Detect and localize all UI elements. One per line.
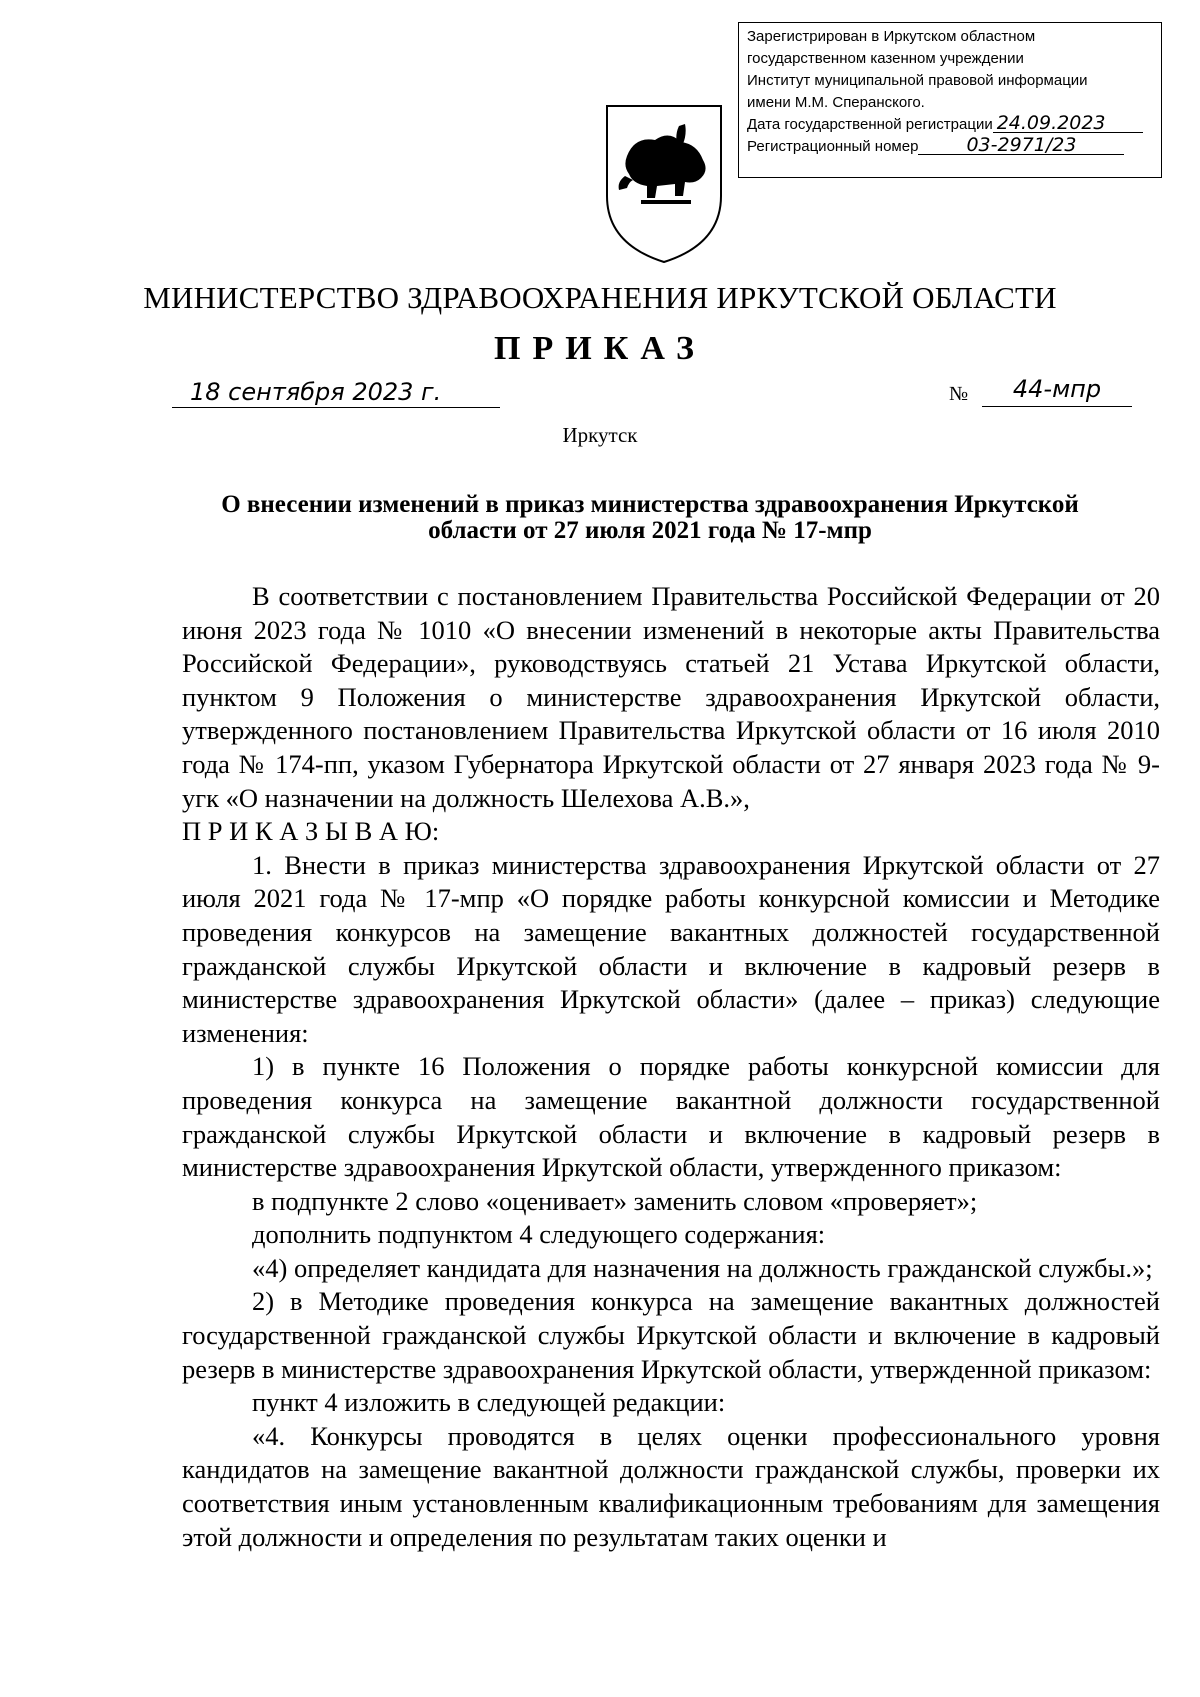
paragraph: 1. Внести в приказ министерства здравоохранения Иркутской области от 27 июля 2021 года № 17-мпр «О порядке работы конкурсной комиссии и Методике проведения конкурсов на замещение вакантных должностей государственной гражданской службы Иркутской области и включение в кадровый резерв в министерстве здравоохранения Иркутской области» (далее – приказ) следующие изменения:: [182, 849, 1160, 1048]
paragraph: в подпункте 2 слово «оценивает» заменить словом «проверяет»;: [252, 1185, 978, 1216]
stamp-line: Зарегистрирован в Иркутском областном: [747, 28, 1036, 45]
order-keyword: П Р И К А З Ы В А Ю:: [182, 816, 440, 847]
stamp-number-label: Регистрационный номер: [747, 138, 919, 155]
stamp-date-label: Дата государственной регистрации: [747, 116, 993, 133]
stamp-line: Институт муниципальной правовой информации: [747, 72, 1088, 89]
stamp-line: государственном казенном учреждении: [747, 50, 1024, 67]
registration-stamp: [738, 22, 1162, 178]
stamp-number-row: [747, 136, 1155, 158]
paragraph: 2) в Методике проведения конкурса на замещение вакантных должностей государственной гражданской службы Иркутской области и включение в кадровый резерв в министерстве здравоохранения Иркутской области, утвержденной приказом:: [182, 1286, 1160, 1384]
paragraph: дополнить подпунктом 4 следующего содержания:: [252, 1219, 826, 1250]
paragraph: 1) в пункте 16 Положения о порядке работы конкурсной комиссии для проведения конкурса на замещение вакантной должности государственной гражданской службы Иркутской области и включение в кадровый резерв в министерстве здравоохранения Иркутской области, утвержденного приказом:: [182, 1051, 1160, 1183]
order-number-label: №: [949, 383, 969, 405]
coat-of-arms-emblem: [605, 104, 723, 264]
stamp-number-value: 03-2971/23: [918, 136, 1124, 155]
document-title: О внесении изменений в приказ министерства здравоохранения Иркутской области от 27 июля 2021 года № 17-мпр: [221, 491, 1079, 544]
paragraph: В соответствии с постановлением Правительства Российской Федерации от 20 июня 2023 года № 1010 «О внесении изменений в некоторые акты Правительства Российской Федерации», руководствуясь статьей 21 Устава Иркутской области, пунктом 9 Положения о министерстве здравоохранения Иркутской области, утвержденного постановлением Правительства Иркутской области от 16 июля 2010 года № 174-пп, указом Губернатора Иркутской области от 27 января 2023 года № 9-угк «О назначении на должность Шелехова А.В.»,: [182, 581, 1160, 813]
paragraph: пункт 4 изложить в следующей редакции:: [252, 1387, 726, 1418]
ministry-name: МИНИСТЕРСТВО ЗДРАВООХРАНЕНИЯ ИРКУТСКОЙ ОБЛАСТИ: [143, 280, 1057, 315]
paragraph: «4) определяет кандидата для назначения на должность гражданской службы.»;: [252, 1252, 1153, 1283]
document-body: [182, 580, 1160, 1554]
order-date: 18 сентября 2023 г.: [172, 378, 500, 408]
order-number: 44-мпр: [982, 374, 1132, 407]
paragraph: «4. Конкурсы проводятся в целях оценки профессионального уровня кандидатов на замещение вакантной должности гражданской службы, проверки их соответствия иным установленным квалификационным требованиям для замещения этой должности и определения по результатам таких оценки и: [182, 1420, 1160, 1552]
stamp-line: имени М.М. Сперанского.: [747, 94, 925, 111]
stamp-date-value: 24.09.2023: [993, 114, 1143, 133]
stamp-date-row: [747, 114, 1155, 136]
city-name: Иркутск: [562, 423, 638, 447]
document-type: ПРИКАЗ: [494, 330, 706, 367]
